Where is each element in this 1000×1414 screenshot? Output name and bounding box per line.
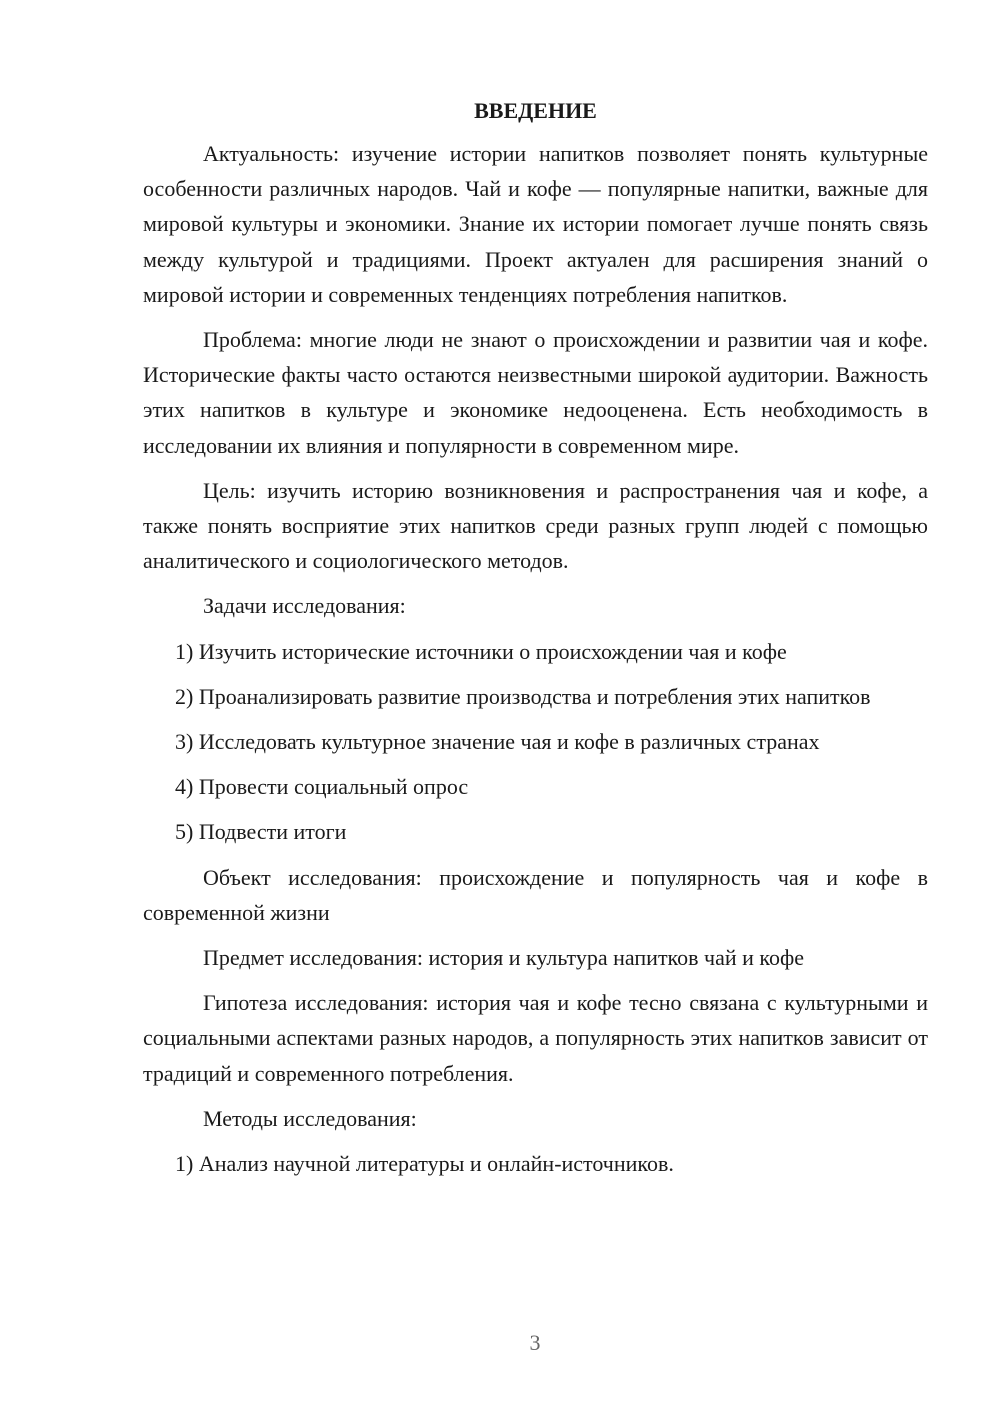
page-number: 3	[529, 1330, 541, 1355]
task-item: 3) Исследовать культурное значение чая и кофе в различных странах	[175, 729, 820, 755]
task-item: 1) Изучить исторические источники о происхождении чая и кофе	[175, 638, 787, 664]
task-item: 2) Проанализировать развитие производства и потребления этих напитков	[175, 683, 871, 709]
method-item: 1) Анализ научной литературы и онлайн-источников.	[175, 1151, 674, 1177]
hypothesis-paragraph: Гипотеза исследования: история чая и кофе тесно связана с культурными и социальными аспектами разных народов, а популярность этих напитков зависит от традиций и современного потребления.	[143, 990, 928, 1086]
tasks-heading: Задачи исследования:	[203, 593, 406, 619]
subject-paragraph: Предмет исследования: история и культура напитков чай и кофе	[203, 945, 804, 971]
problem-paragraph: Проблема: многие люди не знают о происхождении и развитии чая и кофе. Исторические факты часто остаются неизвестными широкой аудитории. Важность этих напитков в культуре и экономике недооценена. Есть необходимость в исследовании их влияния и популярности в современном мире.	[143, 327, 928, 458]
task-item: 4) Провести социальный опрос	[175, 774, 469, 800]
task-item: 5) Подвести итоги	[175, 819, 347, 845]
goal-paragraph: Цель: изучить историю возникновения и распространения чая и кофе, а также понять восприятие этих напитков среди разных групп людей с помощью аналитического и социологического методов.	[143, 477, 928, 574]
object-paragraph: Объект исследования: происхождение и популярность чая и кофе в современной жизни	[143, 864, 928, 925]
document-page	[143, 96, 928, 1191]
methods-heading: Методы исследования:	[203, 1105, 417, 1131]
relevance-paragraph: Актуальность: изучение истории напитков позволяет понять культурные особенности различных народов. Чай и кофе — популярные напитки, важные для мировой культуры и экономики. Знание их истории помогает лучше понять связь между культурой и традициями. Проект актуален для расширения знаний о мировой истории и современных тенденциях потребления напитков.	[143, 141, 928, 307]
section-title: ВВЕДЕНИЕ	[474, 98, 597, 123]
